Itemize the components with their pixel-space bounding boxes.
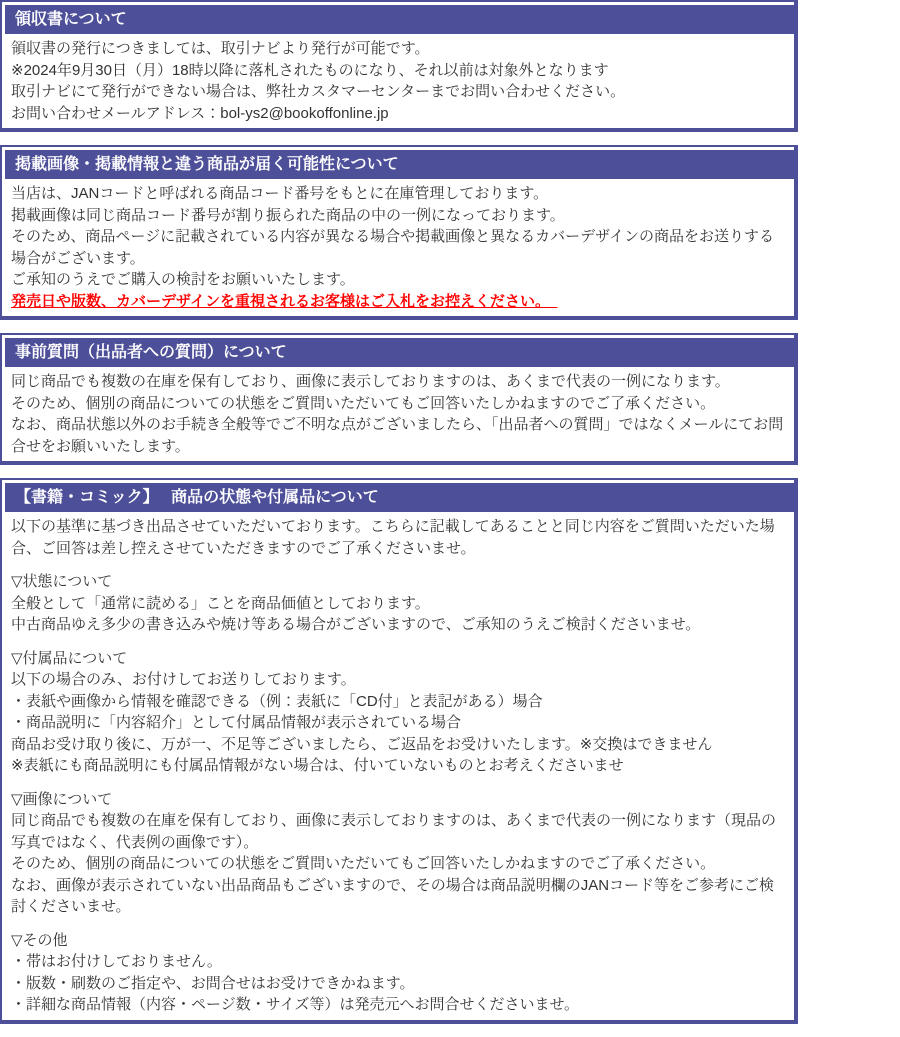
text-line: 同じ商品でも複数の在庫を保有しており、画像に表示しておりますのは、あくまで代表の一例になります。 — [11, 373, 730, 390]
text-line: ※表紙にも商品説明にも付属品情報がない場合は、付いていないものとお考えくださいませ — [11, 757, 624, 774]
section-receipt-title: 領収書について — [5, 5, 794, 34]
text-line: 取引ナビにて発行ができない場合は、弊社カスタマーセンターまでお問い合わせください。 — [11, 83, 626, 100]
text-line: お問い合わせメールアドレス：bol-ys2@bookoffonline.jp — [11, 104, 389, 122]
section-pre-question — [0, 333, 798, 465]
text-line: 中古商品ゆえ多少の書き込みや焼け等ある場合がございますので、ご承知のうえご検討くださいませ。 — [11, 616, 701, 633]
section-image-mismatch-body — [2, 179, 794, 316]
text-line: 同じ商品でも複数の在庫を保有しており、画像に表示しておりますのは、あくまで代表の一例になります（現品の写真ではなく、代表例の画像です）。 — [11, 812, 777, 851]
text-line — [11, 918, 786, 930]
section-books-condition — [0, 478, 798, 1024]
text-line: ▽画像について — [11, 790, 113, 808]
text-line: ・商品説明に「内容紹介」として付属品情報が表示されている場合 — [11, 714, 462, 731]
text-line: 以下の基準に基づき出品させていただいております。こちらに記載してあることと同じ内容をご質問いただいた場合、ご回答は差し控えさせていただきますのでご了承くださいませ。 — [11, 518, 775, 557]
text-line: 掲載画像は同じ商品コード番号が割り振られた商品の中の一例になっております。 — [11, 206, 565, 224]
section-receipt-body — [2, 34, 794, 128]
section-image-mismatch-lines — [11, 183, 786, 291]
text-line: ・版数・刷数のご指定や、お問合せはお受けできかねます。 — [11, 974, 415, 992]
text-line: そのため、商品ページに記載されている内容が異なる場合や掲載画像と異なるカバーデザインの商品をお送りする場合がございます。 — [11, 228, 775, 267]
text-line: 商品お受け取り後に、万が一、不足等ございましたら、ご返品をお受けいたします。※交換はできません — [11, 735, 713, 753]
text-line: ・表紙や画像から情報を確認できる（例：表紙に「CD付」と表記がある）場合 — [11, 692, 543, 710]
bid-warning-text: 発売日や版数、カバーデザインを重視されるお客様はご入札をお控えください。 — [11, 292, 558, 310]
text-line: 全般として「通常に読める」ことを商品価値としております。 — [11, 594, 430, 612]
text-line: 以下の場合のみ、お付けしてお送りしております。 — [11, 671, 356, 688]
text-line: そのため、個別の商品についての状態をご質問いただいてもご回答いたしかねますのでご了承ください。 — [11, 394, 716, 412]
section-receipt — [0, 0, 798, 132]
text-line: ▽その他 — [11, 931, 68, 949]
text-line: 当店は、JANコードと呼ばれる商品コード番号をもとに在庫管理しております。 — [11, 185, 549, 202]
text-line: なお、商品状態以外のお手続き全般等でご不明な点がございましたら、「出品者への質問」ではなくメールにてお問合せをお願いいたします。 — [11, 416, 784, 455]
text-line: そのため、個別の商品についての状態をご質問いただいてもご回答いたしかねますのでご了承ください。 — [11, 855, 716, 872]
text-line: ▽状態について — [11, 573, 113, 590]
text-line: ▽付属品について — [11, 649, 128, 667]
text-line: ・帯はお付けしておりません。 — [11, 953, 222, 970]
section-books-condition-body — [2, 512, 794, 1020]
text-line: なお、画像が表示されていない出品商品もございますので、その場合は商品説明欄のJANコード等をご参考にご検討くださいませ。 — [11, 876, 775, 915]
text-line — [11, 636, 786, 648]
text-line: 領収書の発行につきましては、取引ナビより発行が可能です。 — [11, 40, 430, 57]
text-line — [11, 559, 786, 571]
text-line: ・詳細な商品情報（内容・ページ数・サイズ等）は発売元へお問合せくださいませ。 — [11, 996, 580, 1013]
text-line: ※2024年9月30日（月）18時以降に落札されたものになり、それ以前は対象外となります — [11, 61, 609, 79]
section-pre-question-title: 事前質問（出品者への質問）について — [5, 338, 794, 367]
section-image-mismatch — [0, 145, 798, 320]
section-pre-question-body — [2, 367, 794, 461]
text-line: ご承知のうえでご購入の検討をお願いいたします。 — [11, 271, 355, 288]
section-image-mismatch-title: 掲載画像・掲載情報と違う商品が届く可能性について — [5, 150, 794, 179]
text-line — [11, 777, 786, 789]
section-books-condition-title: 【書籍・コミック】 商品の状態や付属品について — [5, 483, 794, 512]
